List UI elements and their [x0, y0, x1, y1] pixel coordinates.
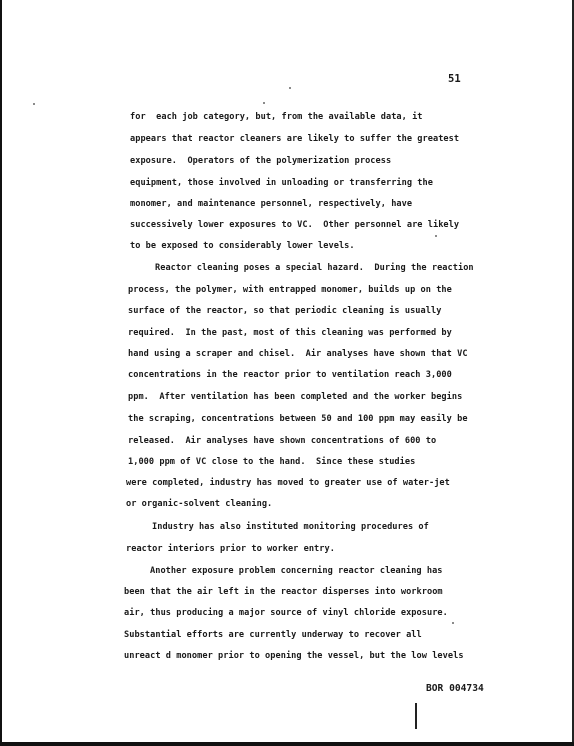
scan-speck: [33, 103, 35, 105]
text-line: monomer, and maintenance personnel, respectively, have: [130, 199, 413, 209]
text-line: the scraping, concentrations between 50 and 100 ppm may easily be: [128, 414, 468, 424]
text-line: Reactor cleaning poses a special hazard. During the reaction: [155, 263, 474, 273]
text-line: equipment, those involved in unloading or transferring the: [130, 178, 433, 188]
text-line: air, thus producing a major source of vinyl chloride exposure.: [124, 608, 448, 618]
margin-mark: [415, 703, 417, 729]
text-line: unreact d monomer prior to opening the vessel, but the low levels: [124, 651, 464, 661]
scan-left-border: [0, 0, 2, 746]
text-line: released. Air analyses have shown concentrations of 600 to: [128, 436, 437, 446]
text-line: concentrations in the reactor prior to ventilation reach 3,000: [128, 370, 452, 380]
text-line: process, the polymer, with entrapped monomer, builds up on the: [128, 285, 452, 295]
text-line: successively lower exposures to VC. Other personnel are likely: [130, 220, 460, 230]
scan-speck: [435, 235, 437, 237]
text-line: were completed, industry has moved to greater use of water-jet: [126, 478, 450, 488]
text-line: appears that reactor cleaners are likely to suffer the greatest: [130, 134, 460, 144]
text-line: Substantial efforts are currently underway to recover all: [124, 630, 422, 640]
text-line: reactor interiors prior to worker entry.: [126, 544, 335, 554]
scan-speck: [289, 87, 291, 89]
scan-speck: [452, 622, 454, 624]
bates-number: BOR 004734: [426, 683, 484, 694]
text-line: or organic-solvent cleaning.: [126, 499, 273, 509]
scan-speck: [263, 102, 265, 104]
text-line: required. In the past, most of this cleaning was performed by: [128, 328, 452, 338]
text-line: for each job category, but, from the available data, it: [130, 112, 423, 122]
text-line: 1,000 ppm of VC close to the hand. Since these studies: [128, 457, 416, 467]
text-line: surface of the reactor, so that periodic cleaning is usually: [128, 306, 442, 316]
text-line: to be exposed to considerably lower levels.: [130, 241, 355, 251]
text-line: ppm. After ventilation has been completed and the worker begins: [128, 392, 463, 402]
text-line: hand using a scraper and chisel. Air analyses have shown that VC: [128, 349, 468, 359]
text-line: Industry has also instituted monitoring procedures of: [152, 522, 429, 532]
text-line: Another exposure problem concerning reactor cleaning has: [150, 566, 443, 576]
scan-bottom-border: [0, 742, 574, 746]
page-number: 51: [448, 73, 461, 85]
text-line: exposure. Operators of the polymerization process: [130, 156, 392, 166]
text-line: been that the air left in the reactor disperses into workroom: [124, 587, 443, 597]
